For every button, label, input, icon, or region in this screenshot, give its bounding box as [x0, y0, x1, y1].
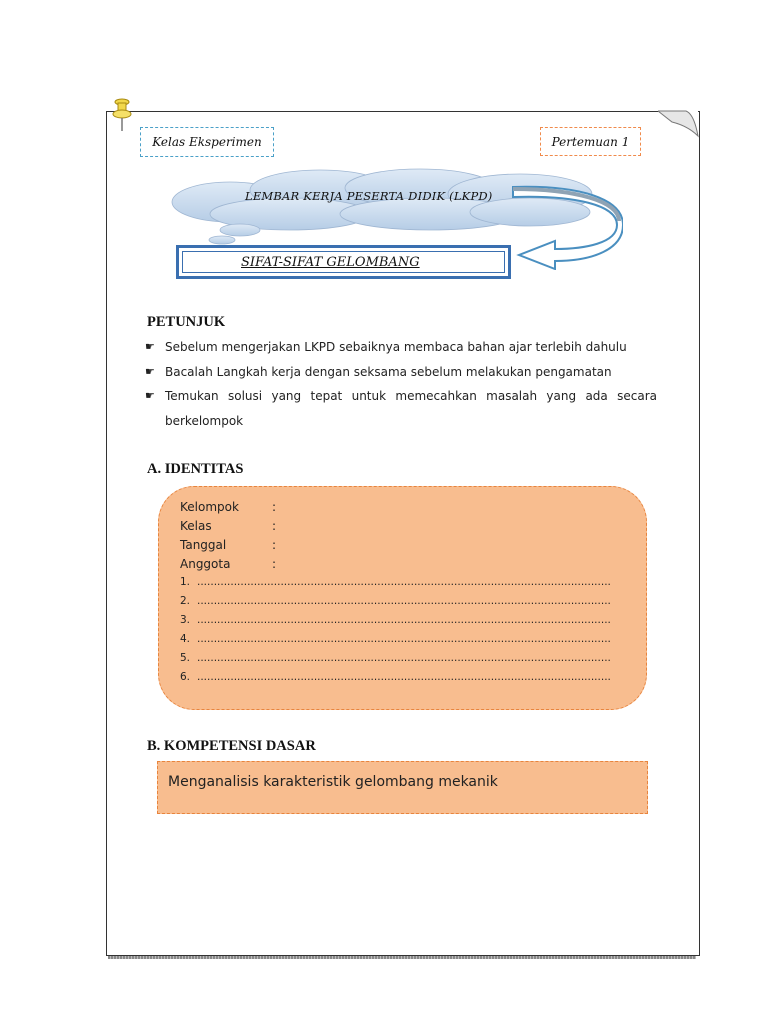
member-number: 6.	[180, 671, 191, 683]
instruction-text: Sebelum mengerjakan LKPD sebaiknya membaca bahan ajar terlebih dahulu	[165, 340, 627, 354]
member-dots: ............................................................................................................................	[197, 595, 611, 607]
member-line[interactable]	[180, 614, 624, 626]
member-number: 4.	[180, 633, 191, 645]
field-label: Tanggal	[180, 538, 227, 552]
field-label: Kelompok	[180, 500, 239, 514]
member-line[interactable]	[180, 671, 624, 683]
field-label: Anggota	[180, 557, 231, 571]
folded-corner-icon	[658, 108, 702, 138]
member-number: 1.	[180, 576, 191, 588]
instruction-text: Bacalah Langkah kerja dengan seksama sebelum melakukan pengamatan	[165, 364, 612, 379]
member-number: 2.	[180, 595, 191, 607]
competency-text: Menganalisis karakteristik gelombang mekanik	[168, 774, 498, 790]
pushpin-icon	[111, 98, 133, 132]
group-field[interactable]	[180, 500, 277, 514]
topic-title: SIFAT-SIFAT GELOMBANG	[182, 251, 505, 273]
field-colon: :	[272, 557, 277, 571]
pointing-hand-icon: ☛	[145, 364, 155, 378]
member-number: 3.	[180, 614, 191, 626]
member-dots: ............................................................................................................................	[197, 652, 611, 664]
instruction-text: Temukan solusi yang tepat untuk memecahkan masalah yang ada secara berkelompok	[165, 389, 657, 428]
pointing-hand-icon: ☛	[145, 340, 155, 353]
member-dots: ............................................................................................................................	[197, 633, 611, 645]
member-dots: ............................................................................................................................	[197, 614, 611, 626]
field-colon: :	[272, 500, 277, 514]
member-line[interactable]	[180, 576, 624, 588]
competency-box	[157, 761, 648, 814]
class-field[interactable]	[180, 519, 277, 533]
member-line[interactable]	[180, 652, 624, 664]
instructions-list	[145, 335, 657, 433]
member-line[interactable]	[180, 595, 624, 607]
date-field[interactable]	[180, 538, 277, 552]
identity-heading: A. IDENTITAS	[147, 461, 244, 477]
member-line[interactable]	[180, 633, 624, 645]
page-bottom-edge	[108, 956, 696, 959]
member-dots: ............................................................................................................................	[197, 671, 611, 683]
member-dots: ............................................................................................................................	[197, 576, 611, 588]
field-label: Kelas	[180, 519, 212, 533]
member-number: 5.	[180, 652, 191, 664]
topic-title-box	[176, 245, 511, 279]
competency-heading: B. KOMPETENSI DASAR	[147, 738, 316, 754]
list-item	[145, 360, 657, 385]
session-tag	[540, 127, 641, 156]
curved-arrow-icon	[505, 185, 623, 270]
list-item	[145, 384, 657, 433]
field-colon: :	[272, 519, 277, 533]
field-colon: :	[272, 538, 277, 552]
members-field	[180, 557, 277, 571]
session-tag-label: Pertemuan 1	[551, 134, 630, 149]
list-item	[145, 335, 657, 360]
class-tag	[140, 127, 274, 157]
pointing-hand-icon: ☛	[145, 389, 155, 402]
worksheet-title: LEMBAR KERJA PESERTA DIDIK (LKPD)	[245, 189, 493, 203]
instructions-heading: PETUNJUK	[147, 314, 226, 330]
class-tag-label: Kelas Eksperimen	[152, 135, 262, 149]
